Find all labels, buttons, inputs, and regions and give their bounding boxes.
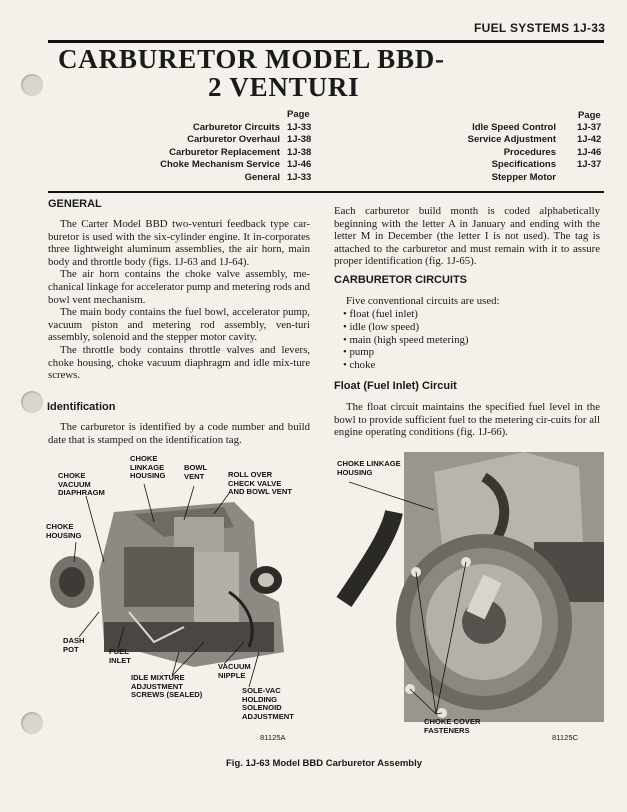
toc-entry-label[interactable]: Carburetor Circuits: [192, 122, 280, 133]
label-dash-pot: DASH POT: [63, 636, 85, 654]
toc-entry-label[interactable]: Idle Speed Control: [472, 122, 556, 133]
toc-left-page-heading: Page: [287, 109, 310, 120]
toc-entry-page: 1J-38: [287, 146, 312, 158]
figure-id-right: 81125C: [552, 733, 579, 742]
section-rule: [48, 191, 604, 193]
binder-hole: [21, 712, 43, 734]
label-idle-mixture-screws: IDLE MIXTURE ADJUSTMENT SCREWS (SEALED): [131, 673, 203, 700]
float-heading: Float (Fuel Inlet) Circuit: [334, 380, 457, 392]
paragraph: The main body contains the fuel bowl, accelerator pump, vacuum piston and metering rod assembly, ven-turi assembly, solenoid and the stepper motor cavity.: [48, 306, 310, 344]
label-choke-linkage-housing: CHOKE LINKAGE HOUSING: [130, 454, 166, 481]
circuits-heading: CARBURETOR CIRCUITS: [334, 274, 468, 286]
toc-entry-page: 1J-37: [577, 159, 602, 171]
figure-id-left: 81125A: [260, 733, 286, 742]
paragraph: The throttle body contains throttle valves and levers, choke housing, choke vacuum diaphragm and idle mix-ture screws.: [48, 343, 310, 382]
label-choke-vacuum-diaphragm: CHOKE VACUUM DIAPHRAGM: [58, 471, 105, 498]
label-vacuum-nipple: VACUUM NIPPLE: [218, 662, 251, 680]
identification-body: [48, 421, 310, 446]
toc-right-page-heading: Page: [578, 110, 601, 121]
toc-entry-page: 1J-46: [287, 159, 312, 171]
paragraph: The Carter Model BBD two-venturi feedback type car-buretor is used with the six-cylinder engine. It in-corporates three lightweight aluminum assemblies, the air horn, main body and throttle body (figs. 1J-63 and 1J-64).: [48, 218, 310, 268]
identification-heading: Identification: [47, 401, 116, 413]
toc-entry-label[interactable]: General: [244, 171, 280, 183]
toc-entry-page: 1J-46: [577, 146, 602, 158]
toc-entry-label[interactable]: Carburetor Overhaul: [187, 134, 280, 146]
toc-entry-label[interactable]: Stepper Motor: [491, 171, 556, 183]
label-fuel-inlet: FUEL INLET: [109, 647, 131, 665]
toc-entry-page: 1J-42: [577, 134, 602, 146]
label-sole-vac-adjustment: SOLE-VAC HOLDING SOLENOID ADJUSTMENT: [242, 686, 294, 721]
figure-caption: Fig. 1J-63 Model BBD Carburetor Assembly: [226, 758, 423, 769]
figure-carburetor-assembly: [44, 452, 316, 742]
running-header: FUEL SYSTEMS 1J-33: [474, 21, 606, 35]
page-title-line1: CARBURETOR MODEL BBD-: [58, 44, 445, 74]
toc-entry-label[interactable]: Carburetor Replacement: [169, 146, 280, 158]
list-item: • pump: [343, 346, 469, 359]
label-choke-housing: CHOKE HOUSING: [46, 522, 82, 540]
toc-entry-page: 1J-38: [287, 134, 312, 146]
top-rule: [48, 40, 604, 43]
float-body: [334, 401, 600, 439]
toc-entry-page: 1J-33: [287, 171, 312, 183]
paragraph: The float circuit maintains the specified fuel level in the bowl to provide sufficient fuel to the metering cir-cuits for all engine operating conditions (fig. 1J-66).: [334, 401, 600, 439]
binder-hole: [21, 391, 43, 413]
general-heading: GENERAL: [48, 198, 102, 210]
binder-hole: [21, 74, 43, 96]
toc-right: [420, 122, 556, 184]
label-choke-cover-fasteners: CHOKE COVER FASTENERS: [424, 717, 481, 735]
toc-entry-page: 1J-37: [577, 122, 602, 133]
label-choke-linkage-housing-right: CHOKE LINKAGE HOUSING: [337, 459, 401, 477]
label-bowl-vent: BOWL VENT: [184, 463, 208, 481]
list-item: • float (fuel inlet): [343, 308, 469, 321]
list-item: • choke: [343, 359, 469, 372]
toc-entry-label[interactable]: Service Adjustment Procedures: [467, 134, 556, 158]
list-item: • main (high speed metering): [343, 334, 469, 347]
toc-entry-label[interactable]: Specifications: [491, 159, 556, 171]
toc-left: [150, 122, 280, 184]
toc-right-pages: [577, 122, 607, 172]
label-roll-over-check-valve: ROLL OVER CHECK VALVE AND BOWL VENT: [228, 470, 292, 497]
figure-choke-housing: [334, 452, 604, 742]
paragraph: The carburetor is identified by a code number and build date that is stamped on the identification tag.: [48, 421, 310, 446]
toc-left-pages: [287, 122, 317, 184]
toc-entry-label[interactable]: Choke Mechanism Service: [160, 159, 280, 171]
circuits-intro: Five conventional circuits are used:: [346, 295, 500, 307]
page-title-line2: 2 VENTURI: [208, 72, 360, 102]
choke-housing-photo: [334, 452, 604, 742]
paragraph: Each carburetor build month is coded alphabetically beginning with the letter A in January and ending with the letter M in December (the letter I is not used). The tag is attached to the carburetor and must remain with it to assure proper identification (fig. 1J-65).: [334, 205, 600, 268]
list-item: • idle (low speed): [343, 321, 469, 334]
general-body: [48, 218, 310, 382]
paragraph: The air horn contains the choke valve assembly, me-chanical linkage for accelerator pump and metering rods and bowl vent mechanism.: [48, 268, 311, 306]
circuits-list: [343, 308, 469, 372]
build-month-body: [334, 205, 600, 268]
toc-entry-page: 1J-33: [287, 122, 312, 133]
